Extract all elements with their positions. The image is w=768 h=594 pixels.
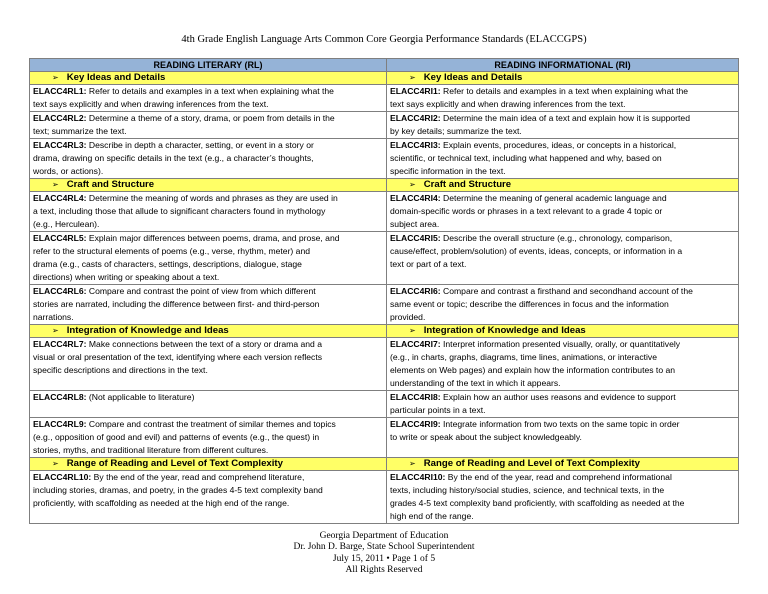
standard-text: Explain events, procedures, ideas, or concepts in a historical, — [443, 140, 677, 150]
column-header-ri: READING INFORMATIONAL (RI) — [387, 59, 739, 72]
standard-cell-left — [30, 471, 387, 524]
standard-text-line — [33, 351, 383, 364]
standard-cell-right — [387, 85, 739, 112]
standard-text: By the end of the year, read and comprehend literature, — [93, 472, 305, 482]
standard-text: (e.g., Herculean). — [33, 219, 100, 229]
standard-row — [30, 471, 739, 524]
standard-text-line — [390, 112, 735, 125]
standard-cell-left — [30, 112, 387, 139]
standard-text-line — [33, 484, 383, 497]
standard-text: words, or actions). — [33, 166, 104, 176]
standard-row — [30, 192, 739, 232]
section-title: Craft and Structure — [66, 179, 155, 190]
section-title: Craft and Structure — [423, 179, 512, 190]
standard-code: ELACC4RL10: — [33, 472, 92, 482]
standard-text-line — [390, 125, 735, 138]
standard-text-line — [33, 298, 383, 311]
standard-row — [30, 285, 739, 325]
standard-text: domain-specific words or phrases in a text relevant to a grade 4 topic or — [390, 206, 663, 216]
standard-cell-left — [30, 391, 387, 418]
standard-row — [30, 338, 739, 391]
standard-cell-right — [387, 232, 739, 285]
section-title: Range of Reading and Level of Text Complexity — [423, 458, 640, 469]
standard-text-line — [33, 85, 383, 98]
standard-text: Refer to details and examples in a text when explaining what the — [88, 86, 334, 96]
standard-text: (Not applicable to literature) — [88, 392, 195, 402]
standard-row — [30, 391, 739, 418]
standard-code: ELACC4RI3: — [390, 140, 441, 150]
standard-code: ELACC4RL2: — [33, 113, 87, 123]
arrow-bullet-icon: ➢ — [52, 73, 59, 82]
standard-text-line — [390, 510, 735, 523]
standard-text-line — [390, 311, 735, 324]
standard-cell-left — [30, 338, 387, 391]
standard-code: ELACC4RL3: — [33, 140, 87, 150]
standard-text-line — [33, 338, 383, 351]
footer-date-page: July 15, 2011 • Page 1 of 5 — [332, 553, 436, 564]
standard-code: ELACC4RI6: — [390, 286, 441, 296]
standard-text: Integrate information from two texts on the same topic in order — [443, 419, 680, 429]
standard-text-line — [33, 165, 383, 178]
arrow-bullet-icon: ➢ — [409, 459, 416, 468]
standard-text-line — [390, 418, 735, 431]
standard-text-line — [390, 298, 735, 311]
standard-text-line — [390, 218, 735, 231]
standard-code: ELACC4RI2: — [390, 113, 441, 123]
standard-code: ELACC4RI7: — [390, 339, 441, 349]
standard-text-line — [390, 152, 735, 165]
section-header-right — [387, 72, 739, 85]
standard-text: understanding of the text in which it appears. — [390, 378, 561, 388]
standard-text-line — [390, 364, 735, 377]
standard-text: text says explicitly and when drawing inferences from the text. — [390, 99, 626, 109]
standard-code: ELACC4RI10: — [390, 472, 446, 482]
footer-rights: All Rights Reserved — [345, 564, 423, 575]
standard-cell-right — [387, 285, 739, 325]
standard-text: Refer to details and examples in a text when explaining what the — [443, 86, 689, 96]
standard-text-line — [390, 205, 735, 218]
standard-text-line — [33, 98, 383, 111]
section-title: Integration of Knowledge and Ideas — [66, 325, 229, 336]
standard-text-line — [33, 152, 383, 165]
standard-text-line — [33, 311, 383, 324]
standard-text: Compare and contrast the point of view from which different — [88, 286, 316, 296]
standard-text: same event or topic; describe the differences in focus and the information — [390, 299, 669, 309]
column-header-row — [30, 59, 739, 72]
standard-row — [30, 232, 739, 285]
standard-text: narrations. — [33, 312, 74, 322]
standard-text: Interpret information presented visually, orally, or quantitatively — [443, 339, 681, 349]
arrow-bullet-icon: ➢ — [52, 459, 59, 468]
arrow-bullet-icon: ➢ — [52, 326, 59, 335]
standard-text-line — [33, 471, 383, 484]
standard-code: ELACC4RL8: — [33, 392, 87, 402]
standard-cell-right — [387, 139, 739, 179]
section-title: Range of Reading and Level of Text Complexity — [66, 458, 283, 469]
standard-text-line — [33, 112, 383, 125]
standard-text: subject area. — [390, 219, 440, 229]
standard-text-line — [390, 338, 735, 351]
standard-text-line — [390, 98, 735, 111]
standard-text: By the end of the year, read and comprehend informational — [447, 472, 672, 482]
standard-text-line — [33, 218, 383, 231]
standard-text: Make connections between the text of a story or drama and a — [88, 339, 322, 349]
standard-text: stories, myths, and traditional literature from different cultures. — [33, 445, 269, 455]
section-header-left — [30, 179, 387, 192]
standard-code: ELACC4RI9: — [390, 419, 441, 429]
section-header-right — [387, 179, 739, 192]
standard-text-line — [390, 351, 735, 364]
standard-text: a text, including those that allude to significant characters found in mythology — [33, 206, 326, 216]
standard-row — [30, 85, 739, 112]
standard-text: by key details; summarize the text. — [390, 126, 522, 136]
standard-text-line — [390, 192, 735, 205]
standard-text: stories are narrated, including the difference between first- and third-person — [33, 299, 320, 309]
standard-text-line — [33, 444, 383, 457]
standard-cell-left — [30, 232, 387, 285]
footer-department: Georgia Department of Education — [319, 531, 449, 541]
standard-cell-left — [30, 418, 387, 458]
standard-text: Determine the meaning of general academic language and — [443, 193, 667, 203]
standard-text-line — [390, 258, 735, 271]
standard-text: Describe the overall structure (e.g., chronology, comparison, — [443, 233, 673, 243]
standard-text: grades 4-5 text complexity band proficiently, with scaffolding as needed at the — [390, 498, 685, 508]
standard-text-line — [390, 471, 735, 484]
standard-cell-left — [30, 192, 387, 232]
standard-text: specific information in the text. — [390, 166, 506, 176]
standard-text-line — [33, 205, 383, 218]
section-title: Key Ideas and Details — [423, 72, 523, 83]
section-header-row — [30, 179, 739, 192]
standard-text: to write or speak about the subject knowledgeably. — [390, 432, 582, 442]
standard-code: ELACC4RL1: — [33, 86, 87, 96]
standard-text-line — [33, 245, 383, 258]
standard-code: ELACC4RL5: — [33, 233, 87, 243]
standard-text-line — [33, 192, 383, 205]
standard-text-line — [33, 258, 383, 271]
standard-text-line — [390, 285, 735, 298]
standard-text-line — [33, 125, 383, 138]
standard-row — [30, 418, 739, 458]
section-header-row — [30, 72, 739, 85]
standard-text-line — [390, 484, 735, 497]
standard-text-line — [390, 85, 735, 98]
standard-text: particular points in a text. — [390, 405, 486, 415]
standard-text: Explain how an author uses reasons and evidence to support — [443, 392, 676, 402]
standard-text-line — [33, 364, 383, 377]
standard-text: Describe in depth a character, setting, or event in a story or — [88, 140, 314, 150]
standard-text-line — [390, 232, 735, 245]
section-header-right — [387, 325, 739, 338]
standard-cell-right — [387, 338, 739, 391]
standard-text: (e.g., opposition of good and evil) and patterns of events (e.g., the quest) in — [33, 432, 320, 442]
standard-cell-right — [387, 192, 739, 232]
standard-cell-right — [387, 391, 739, 418]
standard-text-line — [390, 391, 735, 404]
standard-text-line — [390, 245, 735, 258]
standard-code: ELACC4RI1: — [390, 86, 441, 96]
standard-text-line — [33, 139, 383, 152]
arrow-bullet-icon: ➢ — [409, 180, 416, 189]
standard-text: Explain major differences between poems, drama, and prose, and — [88, 233, 340, 243]
section-header-left — [30, 72, 387, 85]
standard-text-line — [390, 377, 735, 390]
standard-text: including stories, dramas, and poetry, in the grades 4-5 text complexity band — [33, 485, 323, 495]
standard-text: text or part of a text. — [390, 259, 467, 269]
standard-text-line — [390, 431, 735, 444]
standard-text: visual or oral presentation of the text, identifying where each version reflects — [33, 352, 322, 362]
standard-text-line — [390, 404, 735, 417]
section-title: Key Ideas and Details — [66, 72, 166, 83]
footer-superintendent: Dr. John D. Barge, State School Superintendent — [293, 542, 475, 553]
standard-text: (e.g., in charts, graphs, diagrams, time lines, animations, or interactive — [390, 352, 657, 362]
standards-table — [29, 58, 739, 524]
standard-code: ELACC4RI8: — [390, 392, 441, 402]
arrow-bullet-icon: ➢ — [409, 73, 416, 82]
standard-code: ELACC4RI4: — [390, 193, 441, 203]
standard-text: proficiently, with scaffolding as needed at the high end of the range. — [33, 498, 290, 508]
standard-text-line — [33, 418, 383, 431]
standard-text: Compare and contrast a firsthand and secondhand account of the — [443, 286, 693, 296]
page-footer — [0, 531, 768, 576]
standard-text-line — [33, 232, 383, 245]
standard-cell-right — [387, 418, 739, 458]
section-title: Integration of Knowledge and Ideas — [423, 325, 586, 336]
standard-text: Determine the main idea of a text and explain how it is supported — [443, 113, 690, 123]
standard-code: ELACC4RL9: — [33, 419, 87, 429]
standard-text: scientific, or technical text, including what happened and why, based on — [390, 153, 662, 163]
section-header-row — [30, 458, 739, 471]
standard-text-line — [33, 497, 383, 510]
standard-text-line — [33, 271, 383, 284]
standard-text: Determine a theme of a story, drama, or poem from details in the — [88, 113, 335, 123]
standard-code: ELACC4RI5: — [390, 233, 441, 243]
standard-text: Determine the meaning of words and phrases as they are used in — [88, 193, 338, 203]
document-title: 4th Grade English Language Arts Common Core Georgia Performance Standards (ELACCGPS) — [181, 34, 587, 45]
standard-cell-left — [30, 139, 387, 179]
standard-text: Compare and contrast the treatment of similar themes and topics — [88, 419, 336, 429]
arrow-bullet-icon: ➢ — [52, 180, 59, 189]
standard-cell-right — [387, 471, 739, 524]
standard-cell-left — [30, 85, 387, 112]
standard-text: drama (e.g., casts of characters, settings, descriptions, dialogue, stage — [33, 259, 302, 269]
standard-text: elements on Web pages) and explain how the information contributes to an — [390, 365, 676, 375]
standard-text-line — [33, 431, 383, 444]
standard-text: texts, including history/social studies, science, and technical texts, in the — [390, 485, 665, 495]
standard-text: high end of the range. — [390, 511, 474, 521]
standard-text-line — [390, 497, 735, 510]
column-header-rl: READING LITERARY (RL) — [30, 59, 387, 72]
section-header-left — [30, 325, 387, 338]
standard-code: ELACC4RL6: — [33, 286, 87, 296]
section-header-left — [30, 458, 387, 471]
standard-text: provided. — [390, 312, 426, 322]
standard-text: text says explicitly and when drawing inferences from the text. — [33, 99, 269, 109]
standard-text: specific descriptions and directions in the text. — [33, 365, 208, 375]
standard-text-line — [33, 391, 383, 404]
arrow-bullet-icon: ➢ — [409, 326, 416, 335]
standard-text-line — [390, 165, 735, 178]
standard-code: ELACC4RL7: — [33, 339, 87, 349]
standard-text-line — [33, 285, 383, 298]
standard-row — [30, 112, 739, 139]
standard-text: cause/effect, problem/solution) of events, ideas, concepts, or information in a — [390, 246, 683, 256]
standard-code: ELACC4RL4: — [33, 193, 87, 203]
section-header-right — [387, 458, 739, 471]
section-header-row — [30, 325, 739, 338]
standard-row — [30, 139, 739, 179]
standard-text: drama, drawing on specific details in the text (e.g., a character’s thoughts, — [33, 153, 314, 163]
standard-text: text; summarize the text. — [33, 126, 127, 136]
standard-text-line — [390, 139, 735, 152]
standard-text: directions) when writing or speaking about a text. — [33, 272, 220, 282]
standard-cell-right — [387, 112, 739, 139]
standard-cell-left — [30, 285, 387, 325]
standard-text: refer to the structural elements of poems (e.g., verse, rhythm, meter) and — [33, 246, 311, 256]
